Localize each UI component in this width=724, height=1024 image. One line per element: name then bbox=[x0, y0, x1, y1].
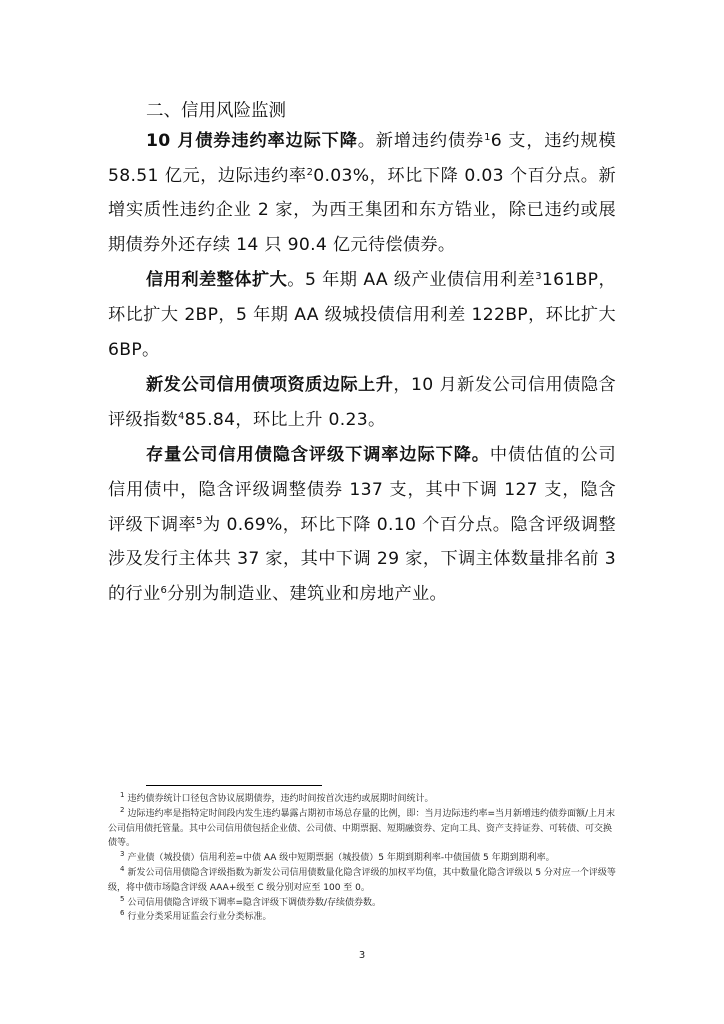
footnote-ref: 1 bbox=[484, 132, 491, 143]
paragraph-lead: 存量公司信用债隐含评级下调率边际下降。 bbox=[146, 445, 490, 466]
footnote-item: $^3$ 产业债（城投债）信用利差=中债 AA 级中短期票据（城投债）5 年期到期利率-中债国债 5 年期到期利率。 bbox=[120, 850, 555, 864]
footnote-item: $^5$ 公司信用债隐含评级下调率=隐含评级下调债券数/存续债券数。 bbox=[120, 894, 382, 908]
paragraph-lead: 信用利差整体扩大 bbox=[146, 270, 288, 291]
footnote-item: $^6$ 行业分类采用证监会行业分类标准。 bbox=[120, 909, 272, 923]
footnote-ref: 5 bbox=[196, 515, 203, 527]
paragraph-lead: 10 月债券违约率边际下降 bbox=[146, 131, 358, 151]
footnote-item: $^2$ 边际违约率是指特定时间段内发生违约暴露占期初市场总存量的比例，即：当月边际违约率=当月新增违约债券面额/上月末公司信用债托管量。其中公司信用债包括企业债、公司债、中期票据、短期融资券、定向工具、资产支持证券、可转债、可交换债等。 bbox=[108, 805, 616, 849]
body-text bbox=[108, 124, 616, 611]
footnote-ref: 4 bbox=[177, 410, 185, 422]
footnotes bbox=[108, 792, 618, 925]
footnote-ref: 3 bbox=[535, 271, 542, 283]
footnote-item: $^1$ 违约债券统计口径包含协议展期债券，违约时间按首次违约或展期时间统计。 bbox=[120, 791, 434, 804]
paragraph-rating-downgrade: 存量公司信用债隐含评级下调率边际下降。中债估值的公司信用债中，隐含评级调整债券 137 支，其中下调 127 支，隐含评级下调率$^5$为 0.69%，环比下降 0.10 个百分点。隐含评级调整涉及发行主体共 37 家，其中下调 29 家，下调主体数量排名前 3 的行业$^6$分别为制造业、建筑业和房地产业。 bbox=[108, 445, 616, 604]
footnote-separator bbox=[146, 785, 322, 786]
section-heading: 二、信用风险监测 bbox=[146, 101, 286, 121]
paragraph-credit-spread: 信用利差整体扩大。5 年期 AA 级产业债信用利差$^3$161BP，环比扩大 2BP，5 年期 AA 级城投债信用利差 122BP，环比扩大 6BP。 bbox=[108, 270, 617, 360]
page-number: 3 bbox=[358, 950, 366, 961]
paragraph-new-issue-quality: 新发公司信用债项资质边际上升，10 月新发公司信用债隐含评级指数$^4$85.84，环比上升 0.23。 bbox=[108, 375, 616, 430]
footnote-ref: 6 bbox=[160, 584, 168, 596]
paragraph-default-rate: 10 月债券违约率边际下降。新增违约债券$^1$6 支，违约规模 58.51 亿元，边际违约率$^2$0.03%，环比下降 0.03 个百分点。新增实质性违约企业 2 家，为西王集团和东方锆业，除已违约或展期债券外还存续 14 只 90.4 亿元待偿债券。 bbox=[108, 131, 616, 255]
footnote-item: $^4$ 新发公司信用债隐含评级指数为新发公司信用债数量化隐含评级的加权平均值，其中数量化隐含评级以 5 分对应一个评级等级，将中债市场隐含评级 AAA+级至 C 级分别对应至 100 至 0。 bbox=[108, 864, 616, 893]
footnote-ref: 2 bbox=[306, 166, 314, 178]
paragraph-lead: 新发公司信用债项资质边际上升 bbox=[146, 375, 394, 396]
